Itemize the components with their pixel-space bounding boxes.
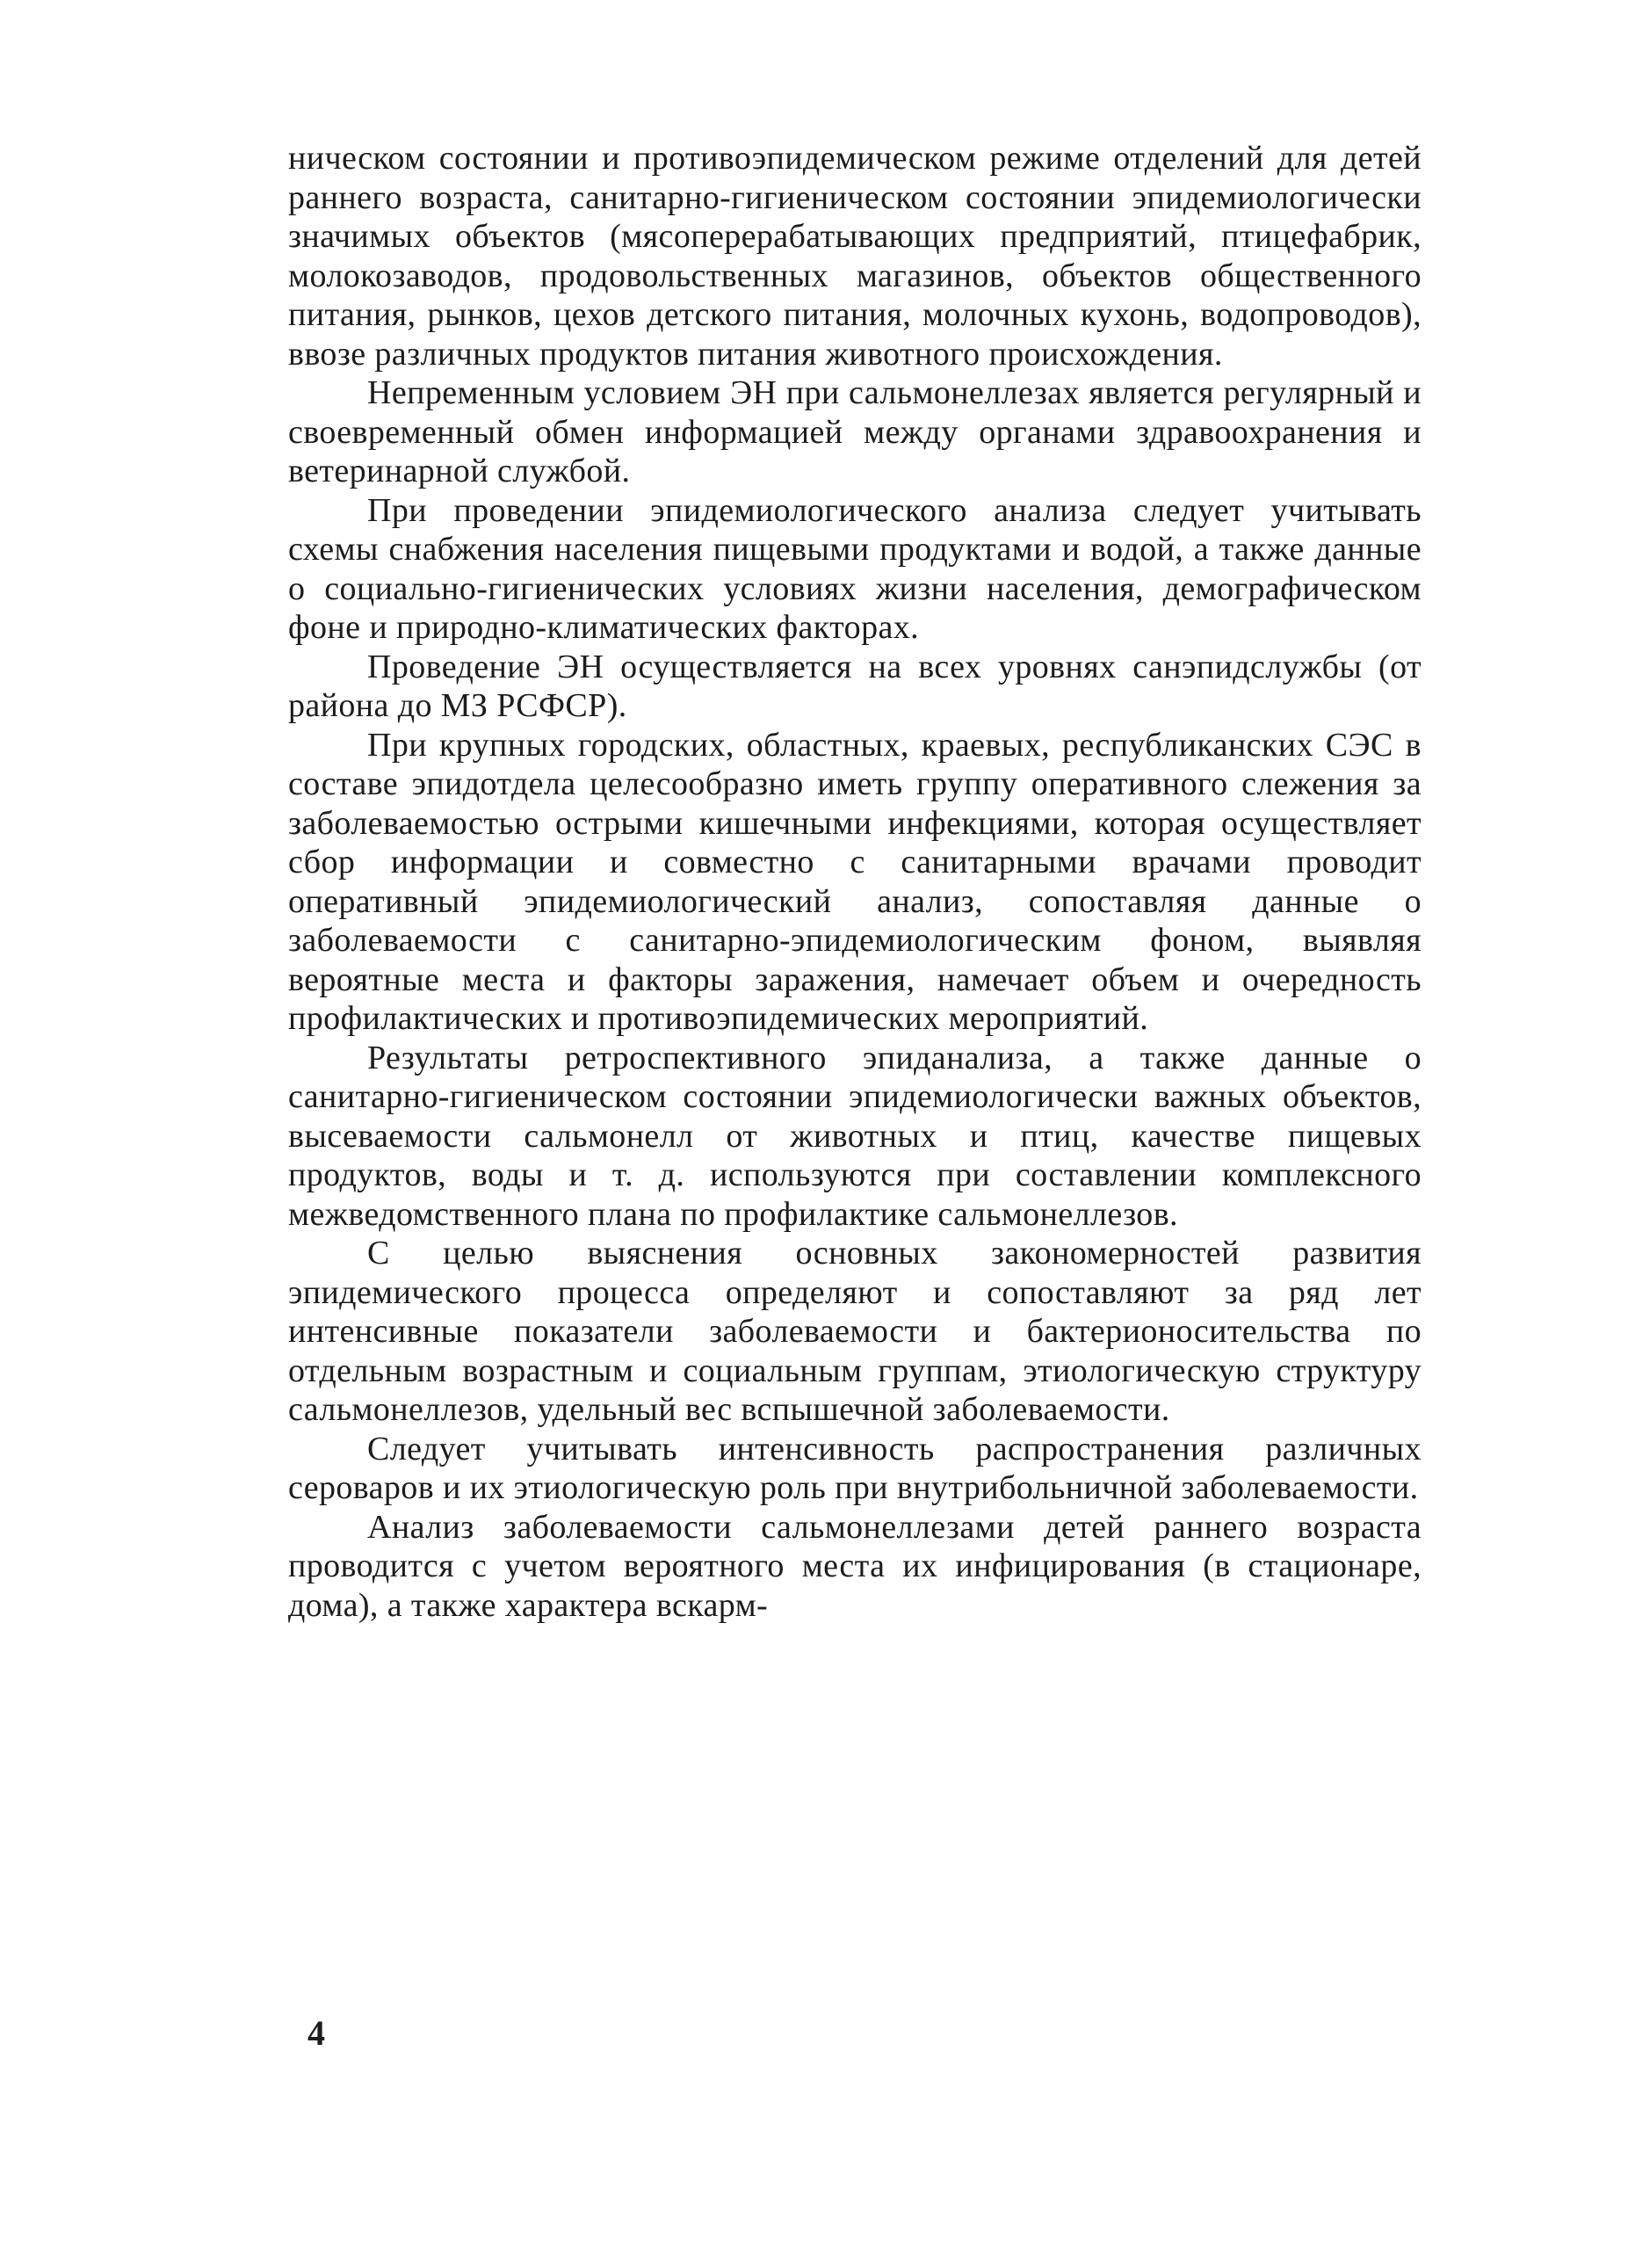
paragraph-epidemiological-analysis: При проведении эпидемиологического анализа следует учитывать схемы снабжения населения пищевыми продуктами и водой, а также данные о социально-гигиенических условиях жизни населения, демографическом фоне и природно-климатических факторах. bbox=[288, 491, 1422, 646]
paragraph-sanepid-levels: Проведение ЭН осуществляется на всех уровнях санэпидслужбы (от района до МЗ РСФСР). bbox=[288, 648, 1422, 724]
paragraph-information-exchange: Непременным условием ЭН при сальмонеллезах является регулярный и своевременный обмен информацией между органами здравоохранения и ветеринарной службой. bbox=[288, 374, 1422, 489]
paragraph-continuation: ническом состоянии и противоэпидемическом режиме отделений для детей раннего возраста, санитарно-гигиеническом состоянии эпидемиологически значимых объектов (мясоперерабатывающих предприятий, птицефабрик, молокозаводов, продовольственных магазинов, объектов общественного питания, рынков, цехов детского питания, молочных кухонь, водопроводов), ввозе различных продуктов питания животного происхождения. bbox=[288, 140, 1422, 373]
paragraph-retrospective-results: Результаты ретроспективного эпиданализа, а также данные о санитарно-гигиеническом состоянии эпидемиологически важных объектов, высеваемости сальмонелл от животных и птиц, качестве пищевых продуктов, воды и т. д. используются при составлении комплексного межведомственного плана по профилактике сальмонеллезов. bbox=[288, 1039, 1422, 1233]
page-number: 4 bbox=[307, 2013, 325, 2053]
paragraph-patterns-study: С целью выяснения основных закономерностей развития эпидемического процесса определяют и сопоставляют за ряд лет интенсивные показатели заболеваемости и бактерионосительства по отдельным возрастным и социальным группам, этиологическую структуру сальмонеллезов, удельный вес вспышечной заболеваемости. bbox=[288, 1235, 1422, 1428]
page-body-text bbox=[288, 139, 1422, 1625]
paragraph-infant-morbidity: Анализ заболеваемости сальмонеллезами детей раннего возраста проводится с учетом вероятного места их инфицирования (в стационаре, дома), а также характера вскарм- bbox=[288, 1508, 1422, 1624]
paragraph-operative-surveillance-group: При крупных городских, областных, краевых, республиканских СЭС в составе эпидотдела целесообразно иметь группу оперативного слежения за заболеваемостью острыми кишечными инфекциями, которая осуществляет сбор информации и совместно с санитарными врачами проводит оперативный эпидемиологический анализ, сопоставляя данные о заболеваемости с санитарно-эпидемиологическим фоном, выявляя вероятные места и факторы заражения, намечает объем и очередность профилактических и противоэпидемических мероприятий. bbox=[288, 726, 1422, 1037]
paragraph-serovars: Следует учитывать интенсивность распространения различных сероваров и их этиологическую роль при внутрибольничной заболеваемости. bbox=[288, 1430, 1422, 1506]
